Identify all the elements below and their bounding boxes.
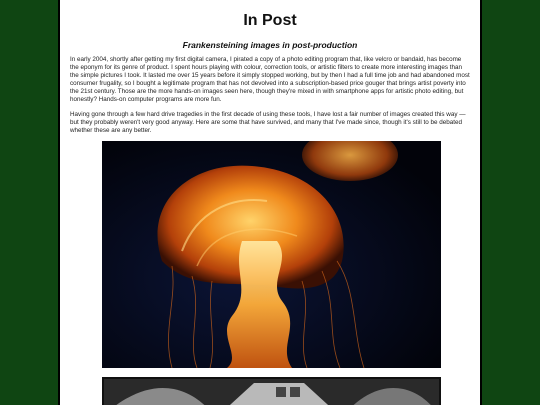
page-title: In Post	[243, 12, 297, 29]
intro-paragraph: In early 2004, shortly after getting my first digital camera, I pirated a copy of a photo editing program that, like velcro or bandaid, has become the eponym for its genre of product. I spent hours playing with colour, correction tools, or artistic filters to create more interesting images than the simple pictures I took. It lasted me over 15 years before it simply stopped working, but by then I had a full time job and had abandoned most consumer frugality, so I bought a legitimate program that has not devolved into a subscription-based price gouger that brings artist poverty into the 21st century. Those are the more hands-on images seen here, though they're mixed in with smartphone apps for artistic photo editing, but honestly? Hands-on computer programs are more fun.	[70, 56, 470, 103]
content-page	[58, 0, 482, 405]
jellyfish-photo	[102, 141, 441, 368]
second-photo	[102, 377, 441, 405]
page-subtitle: Frankensteining images in post-production	[182, 40, 358, 50]
jellyfish-image	[102, 141, 441, 368]
architecture-image	[104, 379, 439, 405]
second-paragraph: Having gone through a few hard drive tragedies in the first decade of using these tools, I have lost a fair number of images created this way — but they probably weren't very good anyway. Here are some that have survived, and many that I've made since, though it's still to be debated whether these are any better.	[70, 111, 466, 134]
